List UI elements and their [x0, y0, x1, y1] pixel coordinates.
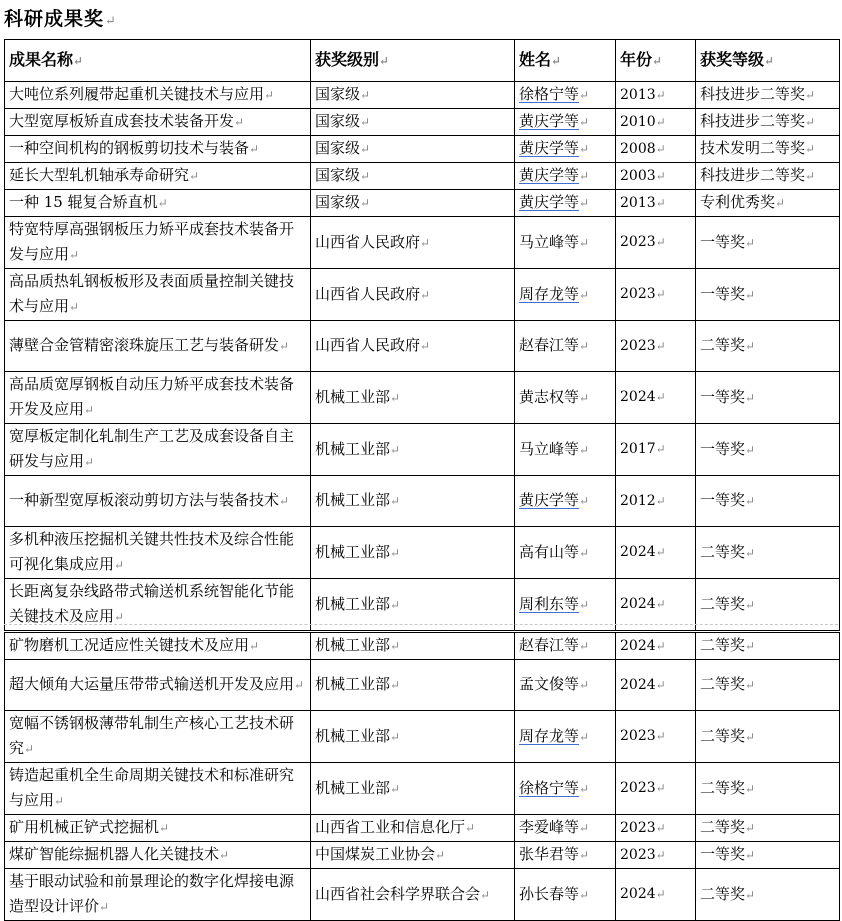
table-row	[5, 711, 840, 763]
cell-award-grade: 技术发明二等奖↵	[696, 136, 840, 163]
table-row	[5, 527, 840, 579]
cell-achievement-name: 铸造起重机全生命周期关键技术和标准研究与应用↵	[5, 763, 311, 815]
cell-year: 2023↵	[616, 217, 696, 269]
cell-award-level: 机械工业部↵	[311, 633, 515, 660]
cell-award-grade: 二等奖↵	[696, 321, 840, 372]
cell-person: 李爱峰等↵	[515, 815, 616, 842]
cell-achievement-name: 超大倾角大运量压带带式输送机开发及应用↵	[5, 660, 311, 711]
cell-person: 高有山等↵	[515, 527, 616, 579]
cell-achievement-name: 延长大型轧机轴承寿命研究↵	[5, 163, 311, 190]
cell-award-level: 国家级↵	[311, 136, 515, 163]
table-row	[5, 321, 840, 372]
cell-person: 周存龙等↵	[515, 711, 616, 763]
cell-year: 2023↵	[616, 321, 696, 372]
cell-year: 2017↵	[616, 424, 696, 476]
cell-award-level: 机械工业部↵	[311, 711, 515, 763]
cell-award-grade: 一等奖↵	[696, 842, 840, 869]
cell-award-level: 机械工业部↵	[311, 527, 515, 579]
cell-award-grade: 二等奖↵	[696, 711, 840, 763]
cell-year: 2023↵	[616, 269, 696, 321]
cell-award-grade: 一等奖↵	[696, 217, 840, 269]
table-row	[5, 136, 840, 163]
table-row	[5, 660, 840, 711]
cell-award-level: 国家级↵	[311, 109, 515, 136]
cell-award-grade: 科技进步二等奖↵	[696, 82, 840, 109]
cell-year: 2013↵	[616, 190, 696, 217]
cell-award-grade: 二等奖↵	[696, 763, 840, 815]
table-row	[5, 372, 840, 424]
cell-achievement-name: 矿物磨机工况适应性关键技术及应用↵	[5, 633, 311, 660]
cell-person: 黄志权等↵	[515, 372, 616, 424]
cell-award-grade: 专利优秀奖↵	[696, 190, 840, 217]
cell-achievement-name: 大型宽厚板矫直成套技术装备开发↵	[5, 109, 311, 136]
cell-achievement-name: 高品质热轧钢板板形及表面质量控制关键技术与应用↵	[5, 269, 311, 321]
table-row	[5, 82, 840, 109]
cell-person: 孟文俊等↵	[515, 660, 616, 711]
cell-award-grade: 二等奖↵	[696, 869, 840, 921]
cell-award-level: 国家级↵	[311, 82, 515, 109]
table-row	[5, 109, 840, 136]
cell-award-grade: 二等奖↵	[696, 815, 840, 842]
cell-award-level: 山西省人民政府↵	[311, 217, 515, 269]
cell-award-level: 机械工业部↵	[311, 660, 515, 711]
cell-year: 2003↵	[616, 163, 696, 190]
cell-person: 徐格宁等↵	[515, 82, 616, 109]
cell-person: 黄庆学等↵	[515, 163, 616, 190]
table-row	[5, 579, 840, 631]
cell-achievement-name: 基于眼动试验和前景理论的数字化焊接电源造型设计评价↵	[5, 869, 311, 921]
cell-year: 2024↵	[616, 579, 696, 631]
cell-person: 马立峰等↵	[515, 424, 616, 476]
cell-person: 黄庆学等↵	[515, 476, 616, 527]
cell-year: 2012↵	[616, 476, 696, 527]
cell-year: 2013↵	[616, 82, 696, 109]
cell-person: 孙长春等↵	[515, 869, 616, 921]
cell-award-level: 机械工业部↵	[311, 579, 515, 631]
page-title: 科研成果奖↵	[4, 8, 117, 30]
table-row	[5, 633, 840, 660]
cell-person: 周利东等↵	[515, 579, 616, 631]
cell-person: 赵春江等↵	[515, 633, 616, 660]
table-row	[5, 763, 840, 815]
page-break-divider	[4, 624, 838, 625]
cell-award-level: 山西省工业和信息化厅↵	[311, 815, 515, 842]
cell-award-level: 机械工业部↵	[311, 424, 515, 476]
table-row	[5, 869, 840, 921]
cell-year: 2024↵	[616, 527, 696, 579]
cell-award-level: 中国煤炭工业协会↵	[311, 842, 515, 869]
cell-award-grade: 一等奖↵	[696, 476, 840, 527]
cell-year: 2010↵	[616, 109, 696, 136]
cell-person: 徐格宁等↵	[515, 763, 616, 815]
cell-person: 张华君等↵	[515, 842, 616, 869]
cell-award-grade: 二等奖↵	[696, 633, 840, 660]
cell-award-grade: 一等奖↵	[696, 424, 840, 476]
header-award-level: 获奖级别↵	[311, 40, 515, 82]
header-year: 年份↵	[616, 40, 696, 82]
header-achievement-name: 成果名称↵	[5, 40, 311, 82]
cell-award-level: 机械工业部↵	[311, 763, 515, 815]
cell-award-grade: 一等奖↵	[696, 372, 840, 424]
cell-award-grade: 一等奖↵	[696, 269, 840, 321]
cell-year: 2023↵	[616, 763, 696, 815]
cell-award-level: 机械工业部↵	[311, 476, 515, 527]
cell-achievement-name: 长距离复杂线路带式输送机系统智能化节能关键技术及应用↵	[5, 579, 311, 631]
cell-award-grade: 科技进步二等奖↵	[696, 163, 840, 190]
cell-achievement-name: 一种空间机构的钢板剪切技术与装备↵	[5, 136, 311, 163]
cell-achievement-name: 高品质宽厚钢板自动压力矫平成套技术装备开发及应用↵	[5, 372, 311, 424]
cell-year: 2023↵	[616, 815, 696, 842]
table-row	[5, 269, 840, 321]
cell-award-level: 国家级↵	[311, 163, 515, 190]
cell-person: 马立峰等↵	[515, 217, 616, 269]
table-row	[5, 842, 840, 869]
cell-person: 周存龙等↵	[515, 269, 616, 321]
cell-award-grade: 二等奖↵	[696, 579, 840, 631]
cell-award-level: 山西省社会科学界联合会↵	[311, 869, 515, 921]
cell-achievement-name: 煤矿智能综掘机器人化关键技术↵	[5, 842, 311, 869]
cell-achievement-name: 多机种液压挖掘机关键共性技术及综合性能可视化集成应用↵	[5, 527, 311, 579]
awards-table-part-1	[4, 39, 840, 631]
cell-achievement-name: 大吨位系列履带起重机关键技术与应用↵	[5, 82, 311, 109]
cell-award-level: 国家级↵	[311, 190, 515, 217]
header-person: 姓名↵	[515, 40, 616, 82]
table-row	[5, 476, 840, 527]
cell-award-grade: 二等奖↵	[696, 527, 840, 579]
cell-achievement-name: 一种新型宽厚板滚动剪切方法与装备技术↵	[5, 476, 311, 527]
cell-award-grade: 科技进步二等奖↵	[696, 109, 840, 136]
table-row	[5, 163, 840, 190]
awards-table-part-2	[4, 632, 840, 921]
cell-award-level: 山西省人民政府↵	[311, 321, 515, 372]
cell-achievement-name: 特宽特厚高强钢板压力矫平成套技术装备开发与应用↵	[5, 217, 311, 269]
cell-year: 2024↵	[616, 633, 696, 660]
table-row	[5, 190, 840, 217]
table-header-row	[5, 40, 840, 82]
cell-achievement-name: 薄壁合金管精密滚珠旋压工艺与装备研发↵	[5, 321, 311, 372]
header-award-grade: 获奖等级↵	[696, 40, 840, 82]
cell-person: 黄庆学等↵	[515, 190, 616, 217]
cell-person: 黄庆学等↵	[515, 136, 616, 163]
table-row	[5, 217, 840, 269]
table-row	[5, 815, 840, 842]
cell-person: 赵春江等↵	[515, 321, 616, 372]
cell-person: 黄庆学等↵	[515, 109, 616, 136]
table-row	[5, 424, 840, 476]
cell-year: 2023↵	[616, 842, 696, 869]
cell-year: 2024↵	[616, 869, 696, 921]
cell-achievement-name: 宽幅不锈钢极薄带轧制生产核心工艺技术研究↵	[5, 711, 311, 763]
cell-achievement-name: 矿用机械正铲式挖掘机↵	[5, 815, 311, 842]
cell-achievement-name: 一种 15 辊复合矫直机↵	[5, 190, 311, 217]
cell-award-level: 山西省人民政府↵	[311, 269, 515, 321]
cell-achievement-name: 宽厚板定制化轧制生产工艺及成套设备自主研发与应用↵	[5, 424, 311, 476]
cell-year: 2023↵	[616, 711, 696, 763]
cell-award-grade: 二等奖↵	[696, 660, 840, 711]
cell-year: 2008↵	[616, 136, 696, 163]
cell-year: 2024↵	[616, 372, 696, 424]
cell-award-level: 机械工业部↵	[311, 372, 515, 424]
cell-year: 2024↵	[616, 660, 696, 711]
